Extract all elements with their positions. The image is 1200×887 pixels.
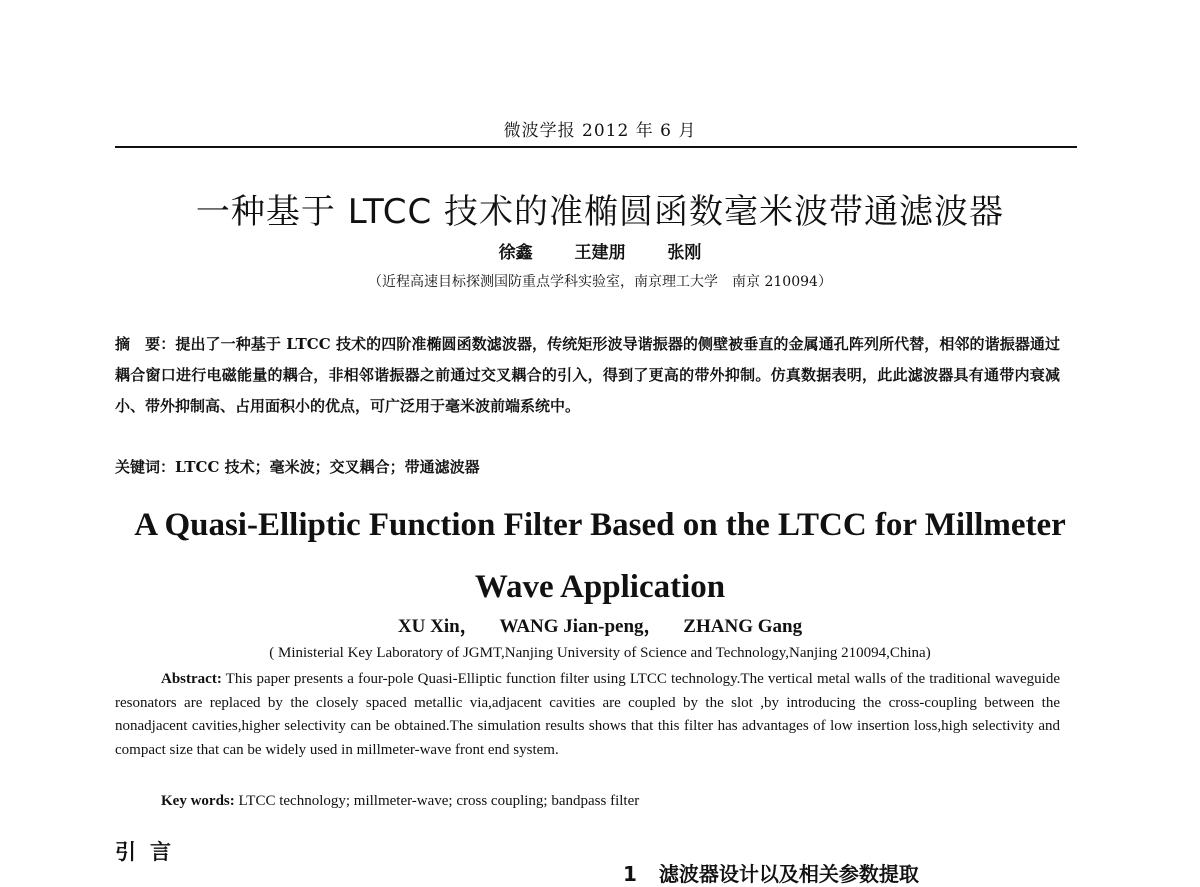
en-author-2: WANG Jian-peng， (499, 616, 663, 637)
en-authors (0, 611, 1200, 638)
cn-author-2: 王建朋 (574, 243, 626, 263)
en-author-3: ZHANG Gang (683, 616, 803, 637)
cn-abstract-text: 提出了一种基于 LTCC 技术的四阶准椭圆函数滤波器，传统矩形波导谐振器的侧壁被垂直的金属通孔阵列所代替，相邻的谐振器通过耦合窗口进行电磁能量的耦合，非相邻谐振器之前通过交叉耦合的引入，得到了更高的带外抑制。仿真数据表明，此此滤波器具有通带内衰减小、带外抑制高、占用面积小的优点，可广泛用于毫米波前端系统中。 (115, 335, 1060, 415)
header-rule (115, 146, 1077, 148)
en-abstract-text: This paper presents a four-pole Quasi-Elliptic function filter using LTCC technology.The vertical metal walls of the traditional waveguide resonators are replaced by the closely spaced metallic via,adjacent cavities are coupled by the slot ,by introducing the cross-coupling between the nonadjacent cavities,higher selectivity can be obtained.The simulation results shows that this filter has advantages of low insertion loss,high selectivity and compact size that can be widely used in millmeter-wave front end system. (115, 671, 1060, 758)
section-heading-intro: 引言 (115, 840, 185, 864)
running-header: 微波学报 2012 年 6 月 (503, 121, 697, 141)
cn-abstract-label: 摘 要： (115, 335, 176, 353)
section-heading-1 (623, 858, 919, 887)
section-1-title: 滤波器设计以及相关参数提取 (658, 862, 919, 886)
en-author-1: XU Xin， (397, 616, 479, 637)
cn-keywords-text: LTCC 技术；毫米波；交叉耦合；带通滤波器 (175, 458, 480, 476)
en-title (0, 494, 1200, 618)
cn-abstract (115, 329, 1060, 422)
cn-title: 一种基于 LTCC 技术的准椭圆函数毫米波带通滤波器 (195, 192, 1005, 232)
cn-keywords (115, 456, 480, 477)
en-keywords-label: Key words: (161, 793, 235, 809)
en-title-line-2: Wave Application (474, 569, 726, 605)
cn-affiliation: （近程高速目标探测国防重点学科实验室，南京理工大学 南京 210094） (368, 274, 832, 290)
section-1-number: 1 (623, 862, 637, 886)
en-affiliation: ( Ministerial Key Laboratory of JGMT,Nanjing University of Science and Technology,Nanjing 210094,China) (269, 645, 931, 661)
en-keywords-text: LTCC technology; millmeter-wave; cross coupling; bandpass filter (234, 793, 640, 809)
en-abstract (115, 668, 1060, 762)
en-title-line-1: A Quasi-Elliptic Function Filter Based on the LTCC for Millmeter (134, 507, 1066, 543)
cn-keywords-label: 关键词： (115, 458, 176, 476)
en-keywords (161, 793, 639, 810)
cn-authors (0, 238, 1200, 263)
en-abstract-label: Abstract: (161, 671, 222, 687)
cn-author-1: 徐鑫 (498, 243, 533, 263)
cn-author-3: 张刚 (667, 243, 702, 263)
